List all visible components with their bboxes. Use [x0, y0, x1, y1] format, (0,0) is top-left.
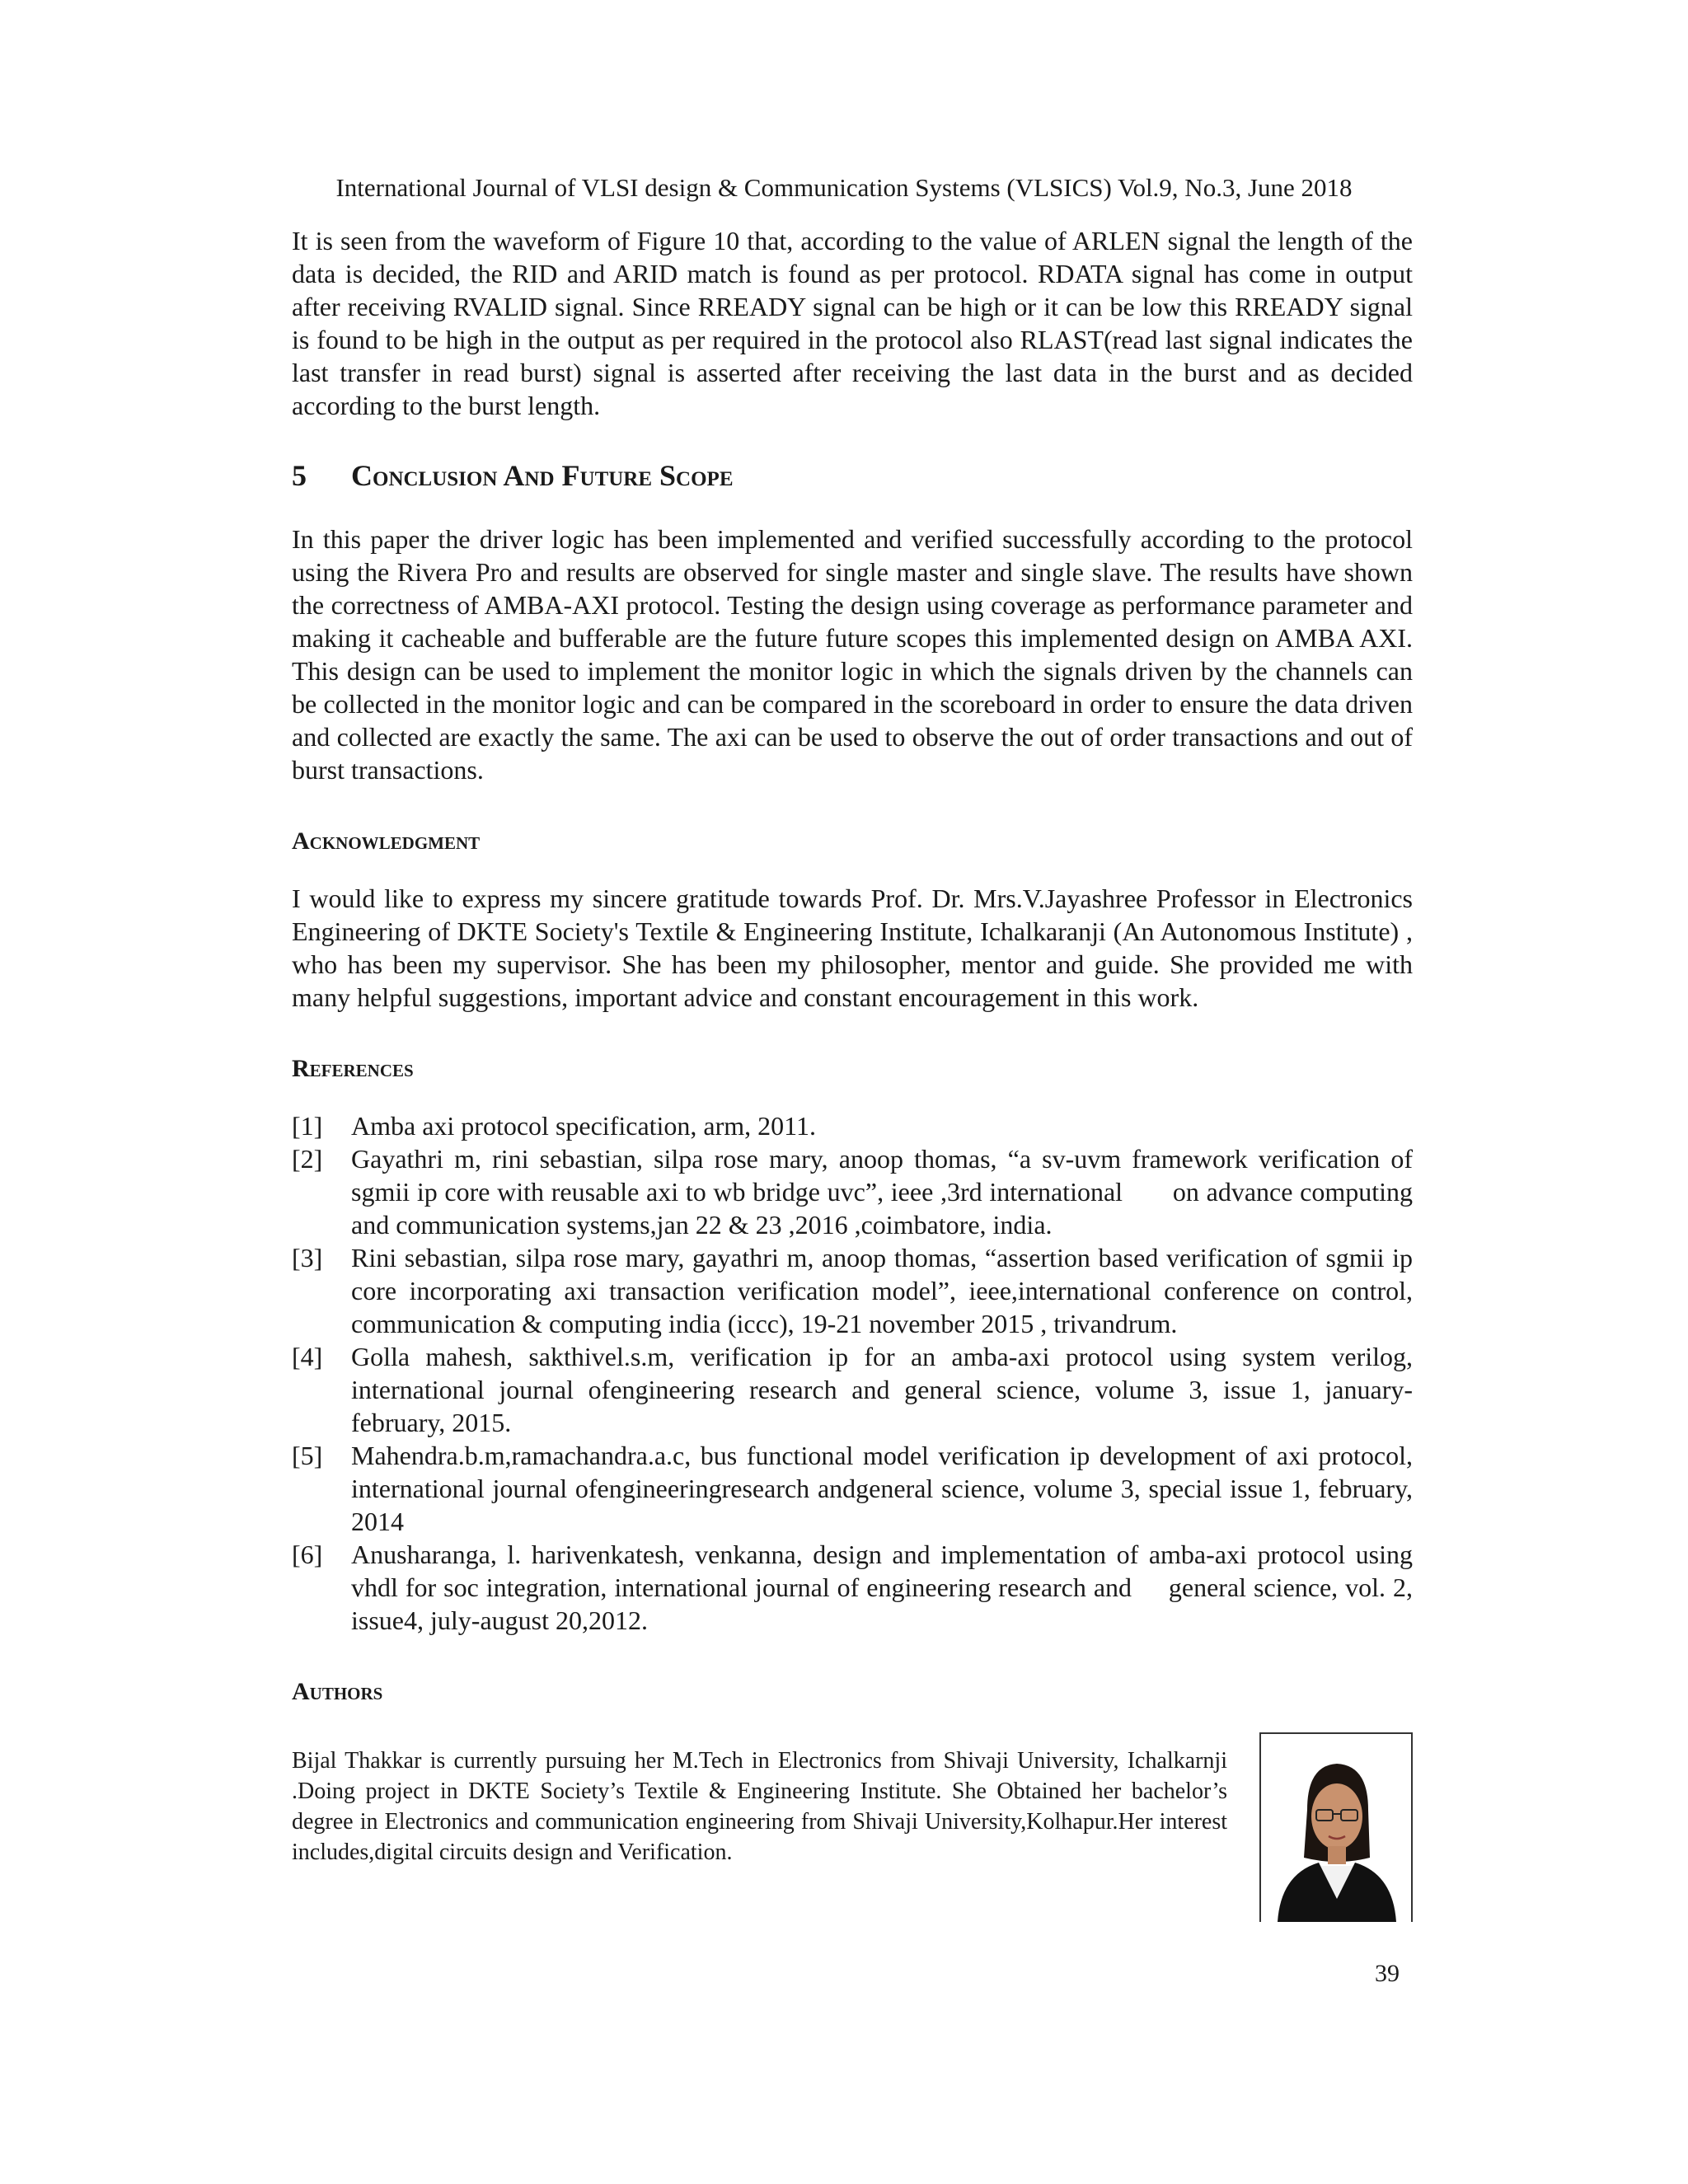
reference-item — [292, 1109, 1413, 1142]
reference-text: Anusharanga, l. harivenkatesh, venkanna, design and implementation of amba-axi protocol using vhdl for soc integration, international journal of engineering research and general science, vol. 2, issue4, july-august 20,2012. — [351, 1540, 1419, 1635]
author-bio: Bijal Thakkar is currently pursuing her M.Tech in Electronics from Shivaji University, Ichalkarnji .Doing project in DKTE Society’s Textile & Engineering Institute. She Obtained her bachelor’s degree in Electronics and communication engineering from Shivaji University,Kolhapur.Her interest includes,digital circuits design and Verification. — [292, 1748, 1227, 1865]
reference-number: [5] — [292, 1441, 323, 1470]
reference-text: Mahendra.b.m,ramachandra.a.c, bus functional model verification ip development of axi protocol, international journal ofengineeringresearch andgeneral science, volume 3, special issue 1, february, 2014 — [351, 1441, 1413, 1536]
acknowledgment-paragraph: I would like to express my sincere gratitude towards Prof. Dr. Mrs.V.Jayashree Professor in Electronics Engineering of DKTE Society's Textile & Engineering Institute, Ichalkaranji (An Autonomous Institute) , who has been my supervisor. She has been my philosopher, mentor and guide. She provided me with many helpful suggestions, important advice and constant encouragement in this work. — [292, 883, 1413, 1012]
references-heading: References — [292, 1055, 414, 1082]
reference-text: Amba axi protocol specification, arm, 2011. — [351, 1111, 816, 1141]
reference-list — [292, 1109, 1419, 1637]
page-number: 39 — [1375, 1960, 1400, 1987]
reference-item — [292, 1142, 1419, 1241]
acknowledgment-heading: Acknowledgment — [292, 827, 481, 855]
running-header: International Journal of VLSI design & Communication Systems (VLSICS) Vol.9, No.3, June 2018 — [335, 173, 1353, 202]
author-photo — [1259, 1732, 1413, 1922]
reference-number: [2] — [292, 1144, 323, 1174]
authors-heading: Authors — [292, 1678, 383, 1705]
intro-paragraph: It is seen from the waveform of Figure 10 that, according to the value of ARLEN signal the length of the data is decided, the RID and ARID match is found as per protocol. RDATA signal has come in output after receiving RVALID signal. Since RREADY signal can be high or it can be low this RREADY signal is found to be high in the output as per required in the protocol also RLAST(read last signal indicates the last transfer in read burst) signal is asserted after receiving the last data in the burst and as decided according to the burst length. — [292, 226, 1413, 420]
reference-item — [292, 1340, 1413, 1439]
page-content — [292, 224, 1419, 1922]
author-entry — [292, 1732, 1413, 1922]
reference-text: Golla mahesh, sakthivel.s.m, verification ip for an amba-axi protocol using system verilog, international journal ofengineering research and general science, volume 3, issue 1, january-february, 2015. — [351, 1342, 1413, 1437]
section-number: 5 — [292, 459, 307, 492]
reference-item — [292, 1538, 1419, 1637]
reference-item — [292, 1241, 1413, 1340]
reference-text: Rini sebastian, silpa rose mary, gayathri m, anoop thomas, “assertion based verification of sgmii ip core incorporating axi transaction verification model”, ieee,international conference on control, communication & computing india (iccc), 19-21 november 2015 , trivandrum. — [351, 1243, 1413, 1338]
reference-item — [292, 1439, 1413, 1538]
reference-number: [6] — [292, 1540, 323, 1569]
conclusion-heading — [292, 458, 1413, 493]
reference-number: [4] — [292, 1342, 323, 1371]
reference-number: [3] — [292, 1243, 323, 1272]
section-title: Conclusion And Future Scope — [351, 459, 734, 492]
author-portrait — [1261, 1734, 1411, 1922]
conclusion-paragraph: In this paper the driver logic has been implemented and verified successfully according to the protocol using the Rivera Pro and results are observed for single master and single slave. The results have shown the correctness of AMBA-AXI protocol. Testing the design using coverage as performance parameter and making it cacheable and bufferable are the future future scopes this implemented design on AMBA AXI. This design can be used to implement the monitor logic in which the signals driven by the channels can be collected in the monitor logic and can be compared in the scoreboard in order to ensure the data driven and collected are exactly the same. The axi can be used to observe the out of order transactions and out of burst transactions. — [292, 524, 1413, 785]
reference-text: Gayathri m, rini sebastian, silpa rose mary, anoop thomas, “a sv-uvm framework verification of sgmii ip core with reusable axi to wb bridge uvc”, ieee ,3rd international on advance computing and communication systems,jan 22 & 23 ,2016 ,coimbatore, india. — [351, 1144, 1419, 1240]
reference-number: [1] — [292, 1111, 323, 1141]
